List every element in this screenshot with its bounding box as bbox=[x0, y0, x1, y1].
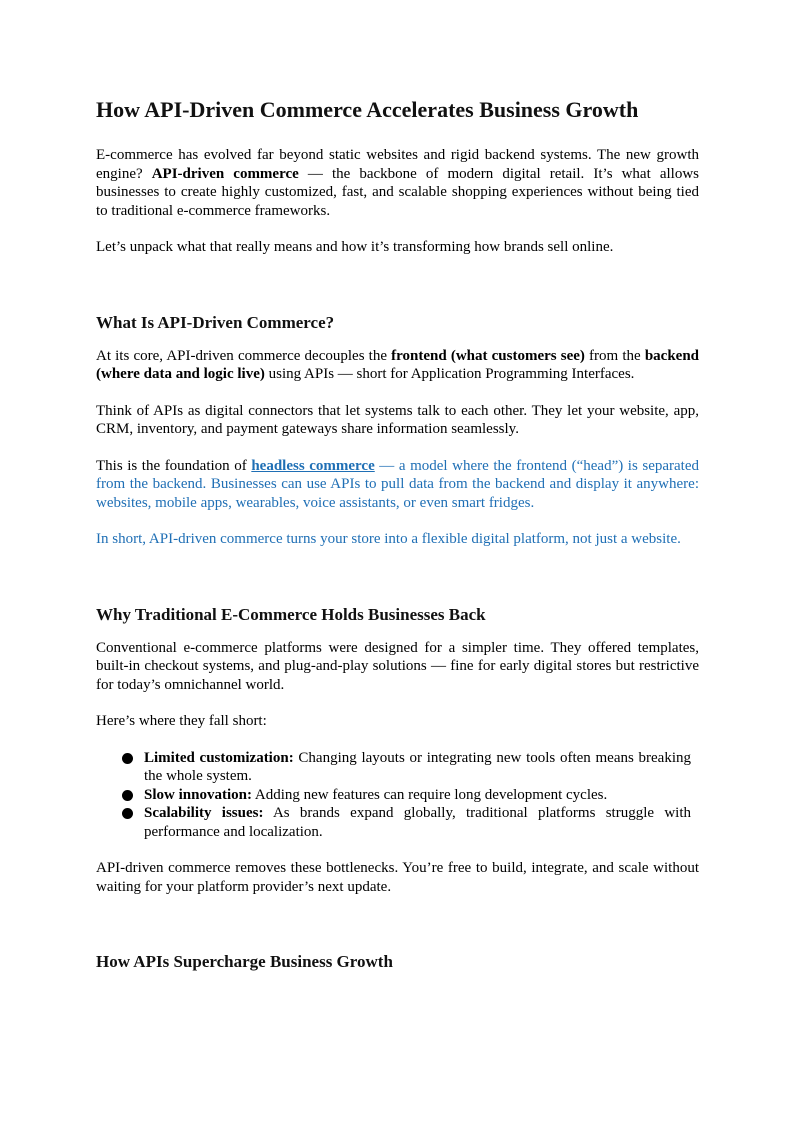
section2-paragraph-1: Conventional e-commerce platforms were designed for a simpler time. They offered templates, built-in checkout systems, and plug-and-play solutions — fine for early digital stores but restrictive for today’s omnichannel world. bbox=[96, 639, 699, 693]
section2-paragraph-2: Here’s where they fall short: bbox=[96, 713, 267, 729]
section-heading-why-traditional: Why Traditional E-Commerce Holds Businesses Back bbox=[96, 604, 486, 624]
bullet-icon bbox=[122, 790, 133, 801]
section1-paragraph-1: At its core, API-driven commerce decouples the frontend (what customers see) from the backend (where data and logic live) using APIs — short for Application Programming Interfaces. bbox=[96, 347, 700, 382]
section-heading-what-is: What Is API-Driven Commerce? bbox=[96, 312, 335, 332]
section1-paragraph-4: In short, API-driven commerce turns your store into a flexible digital platform, not just a website. bbox=[96, 531, 681, 547]
list-item: Limited customization: Changing layouts or integrating new tools often means breaking the whole system. bbox=[144, 749, 699, 786]
headless-commerce-link[interactable]: headless commerce bbox=[251, 457, 375, 474]
bullet-icon bbox=[122, 808, 133, 819]
document-page bbox=[96, 96, 699, 973]
page-title: How API-Driven Commerce Accelerates Business Growth bbox=[96, 97, 639, 122]
section1-paragraph-3: This is the foundation of headless commerce — a model where the frontend (“head”) is separated from the backend. Businesses can use APIs to pull data from the backend and display it anywhere: websites, mobile apps, wearables, voice assistants, or even smart fridges. bbox=[96, 457, 699, 511]
list-item: Slow innovation: Adding new features can require long development cycles. bbox=[144, 786, 699, 805]
api-driven-commerce-bold: API-driven commerce bbox=[151, 165, 299, 182]
section2-paragraph-3: API-driven commerce removes these bottlenecks. You’re free to build, integrate, and scale without waiting for your platform provider’s next update. bbox=[96, 860, 699, 895]
section-heading-how-apis: How APIs Supercharge Business Growth bbox=[96, 952, 393, 971]
section1-paragraph-2: Think of APIs as digital connectors that let systems talk to each other. They let your website, app, CRM, inventory, and payment gateways share information seamlessly. bbox=[96, 402, 699, 437]
shortcomings-list bbox=[96, 749, 699, 842]
bullet-icon bbox=[122, 753, 133, 764]
intro-paragraph-1: E-commerce has evolved far beyond static websites and rigid backend systems. The new growth engine? API-driven commerce — the backbone of modern digital retail. It’s what allows businesses to create highly customized, fast, and scalable shopping experiences without being tied to traditional e-commerce frameworks. bbox=[96, 147, 699, 219]
list-item: Scalability issues: As brands expand globally, traditional platforms struggle with performance and localization. bbox=[144, 804, 699, 841]
intro-paragraph-2: Let’s unpack what that really means and how it’s transforming how brands sell online. bbox=[96, 239, 614, 255]
